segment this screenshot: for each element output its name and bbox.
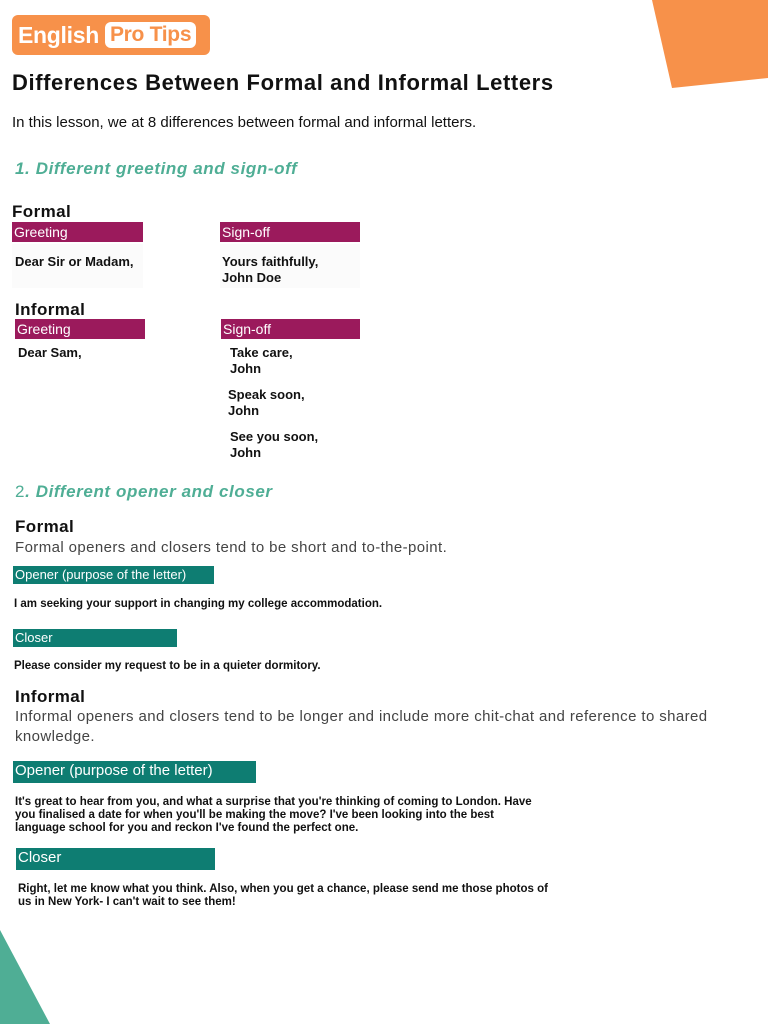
informal-signoff-3-line2: John bbox=[230, 445, 262, 460]
informal-opener-line2: you finalised a date for when you'll be making the move? I've been looking into the best bbox=[15, 809, 494, 821]
formal-signoff-line1: Yours faithfully, bbox=[222, 254, 319, 269]
informal-signoff-1-line1: Take care, bbox=[230, 345, 293, 360]
formal-closer-header: Closer bbox=[13, 629, 177, 647]
section1-heading bbox=[15, 159, 297, 179]
informal-opener-line3: language school for you and reckon I've found the perfect one. bbox=[15, 822, 359, 834]
informal-greeting-text: Dear Sam, bbox=[18, 345, 82, 360]
section2-title: . Different opener and closer bbox=[25, 482, 273, 501]
formal-signoff-cell bbox=[220, 244, 360, 288]
informal-signoff-1 bbox=[230, 345, 293, 377]
section2-heading bbox=[15, 482, 273, 502]
section2-formal-label: Formal bbox=[15, 517, 75, 536]
informal-signoff-2-line2: John bbox=[228, 403, 260, 418]
informal-closer-text bbox=[18, 883, 548, 909]
informal-signoff-2-line1: Speak soon, bbox=[228, 387, 305, 402]
informal-signoff-2 bbox=[228, 387, 305, 419]
informal-opener-text bbox=[15, 796, 532, 835]
logo-pill: Pro Tips bbox=[105, 22, 196, 48]
informal-opener-header: Opener (purpose of the letter) bbox=[13, 761, 256, 783]
intro-text: In this lesson, we at 8 differences between formal and informal letters. bbox=[12, 114, 477, 131]
formal-closer-text: Please consider my request to be in a quieter dormitory. bbox=[14, 660, 321, 672]
formal-greeting-header: Greeting bbox=[12, 222, 143, 242]
informal-closer-header: Closer bbox=[16, 848, 215, 870]
informal-signoff-3 bbox=[230, 429, 318, 461]
section2-number: 2 bbox=[15, 482, 26, 501]
formal-opener-header: Opener (purpose of the letter) bbox=[13, 566, 214, 584]
section1-informal-label: Informal bbox=[15, 300, 86, 319]
formal-greeting-cell bbox=[12, 244, 143, 288]
section1-number: 1. bbox=[15, 159, 31, 178]
section1-formal-label: Formal bbox=[12, 202, 72, 221]
informal-signoff-1-line2: John bbox=[230, 361, 262, 376]
section2-formal-description: Formal openers and closers tend to be short and to-the-point. bbox=[15, 539, 448, 556]
formal-signoff-header: Sign-off bbox=[220, 222, 360, 242]
corner-decoration-teal bbox=[0, 930, 50, 1024]
informal-signoff-header: Sign-off bbox=[221, 319, 360, 339]
corner-decoration-orange bbox=[650, 0, 768, 88]
logo-word: English bbox=[18, 21, 99, 48]
informal-greeting-header: Greeting bbox=[15, 319, 145, 339]
section1-title: Different greeting and sign-off bbox=[35, 159, 298, 178]
informal-closer-line2: us in New York- I can't wait to see them! bbox=[18, 896, 236, 908]
formal-opener-text: I am seeking your support in changing my college accommodation. bbox=[14, 598, 383, 610]
informal-closer-line1: Right, let me know what you think. Also, when you get a chance, please send me those photos of bbox=[18, 883, 548, 895]
section2-informal-description: Informal openers and closers tend to be longer and include more chit-chat and reference to shared knowledge. bbox=[15, 708, 708, 745]
informal-signoff-3-line1: See you soon, bbox=[230, 429, 319, 444]
brand-logo bbox=[12, 15, 210, 55]
page-title: Differences Between Formal and Informal Letters bbox=[12, 70, 554, 95]
section2-informal-label: Informal bbox=[15, 687, 86, 706]
informal-opener-line1: It's great to hear from you, and what a surprise that you're thinking of coming to London. Have bbox=[15, 796, 532, 808]
formal-signoff-line2: John Doe bbox=[222, 270, 282, 285]
formal-greeting-text: Dear Sir or Madam, bbox=[15, 254, 134, 269]
